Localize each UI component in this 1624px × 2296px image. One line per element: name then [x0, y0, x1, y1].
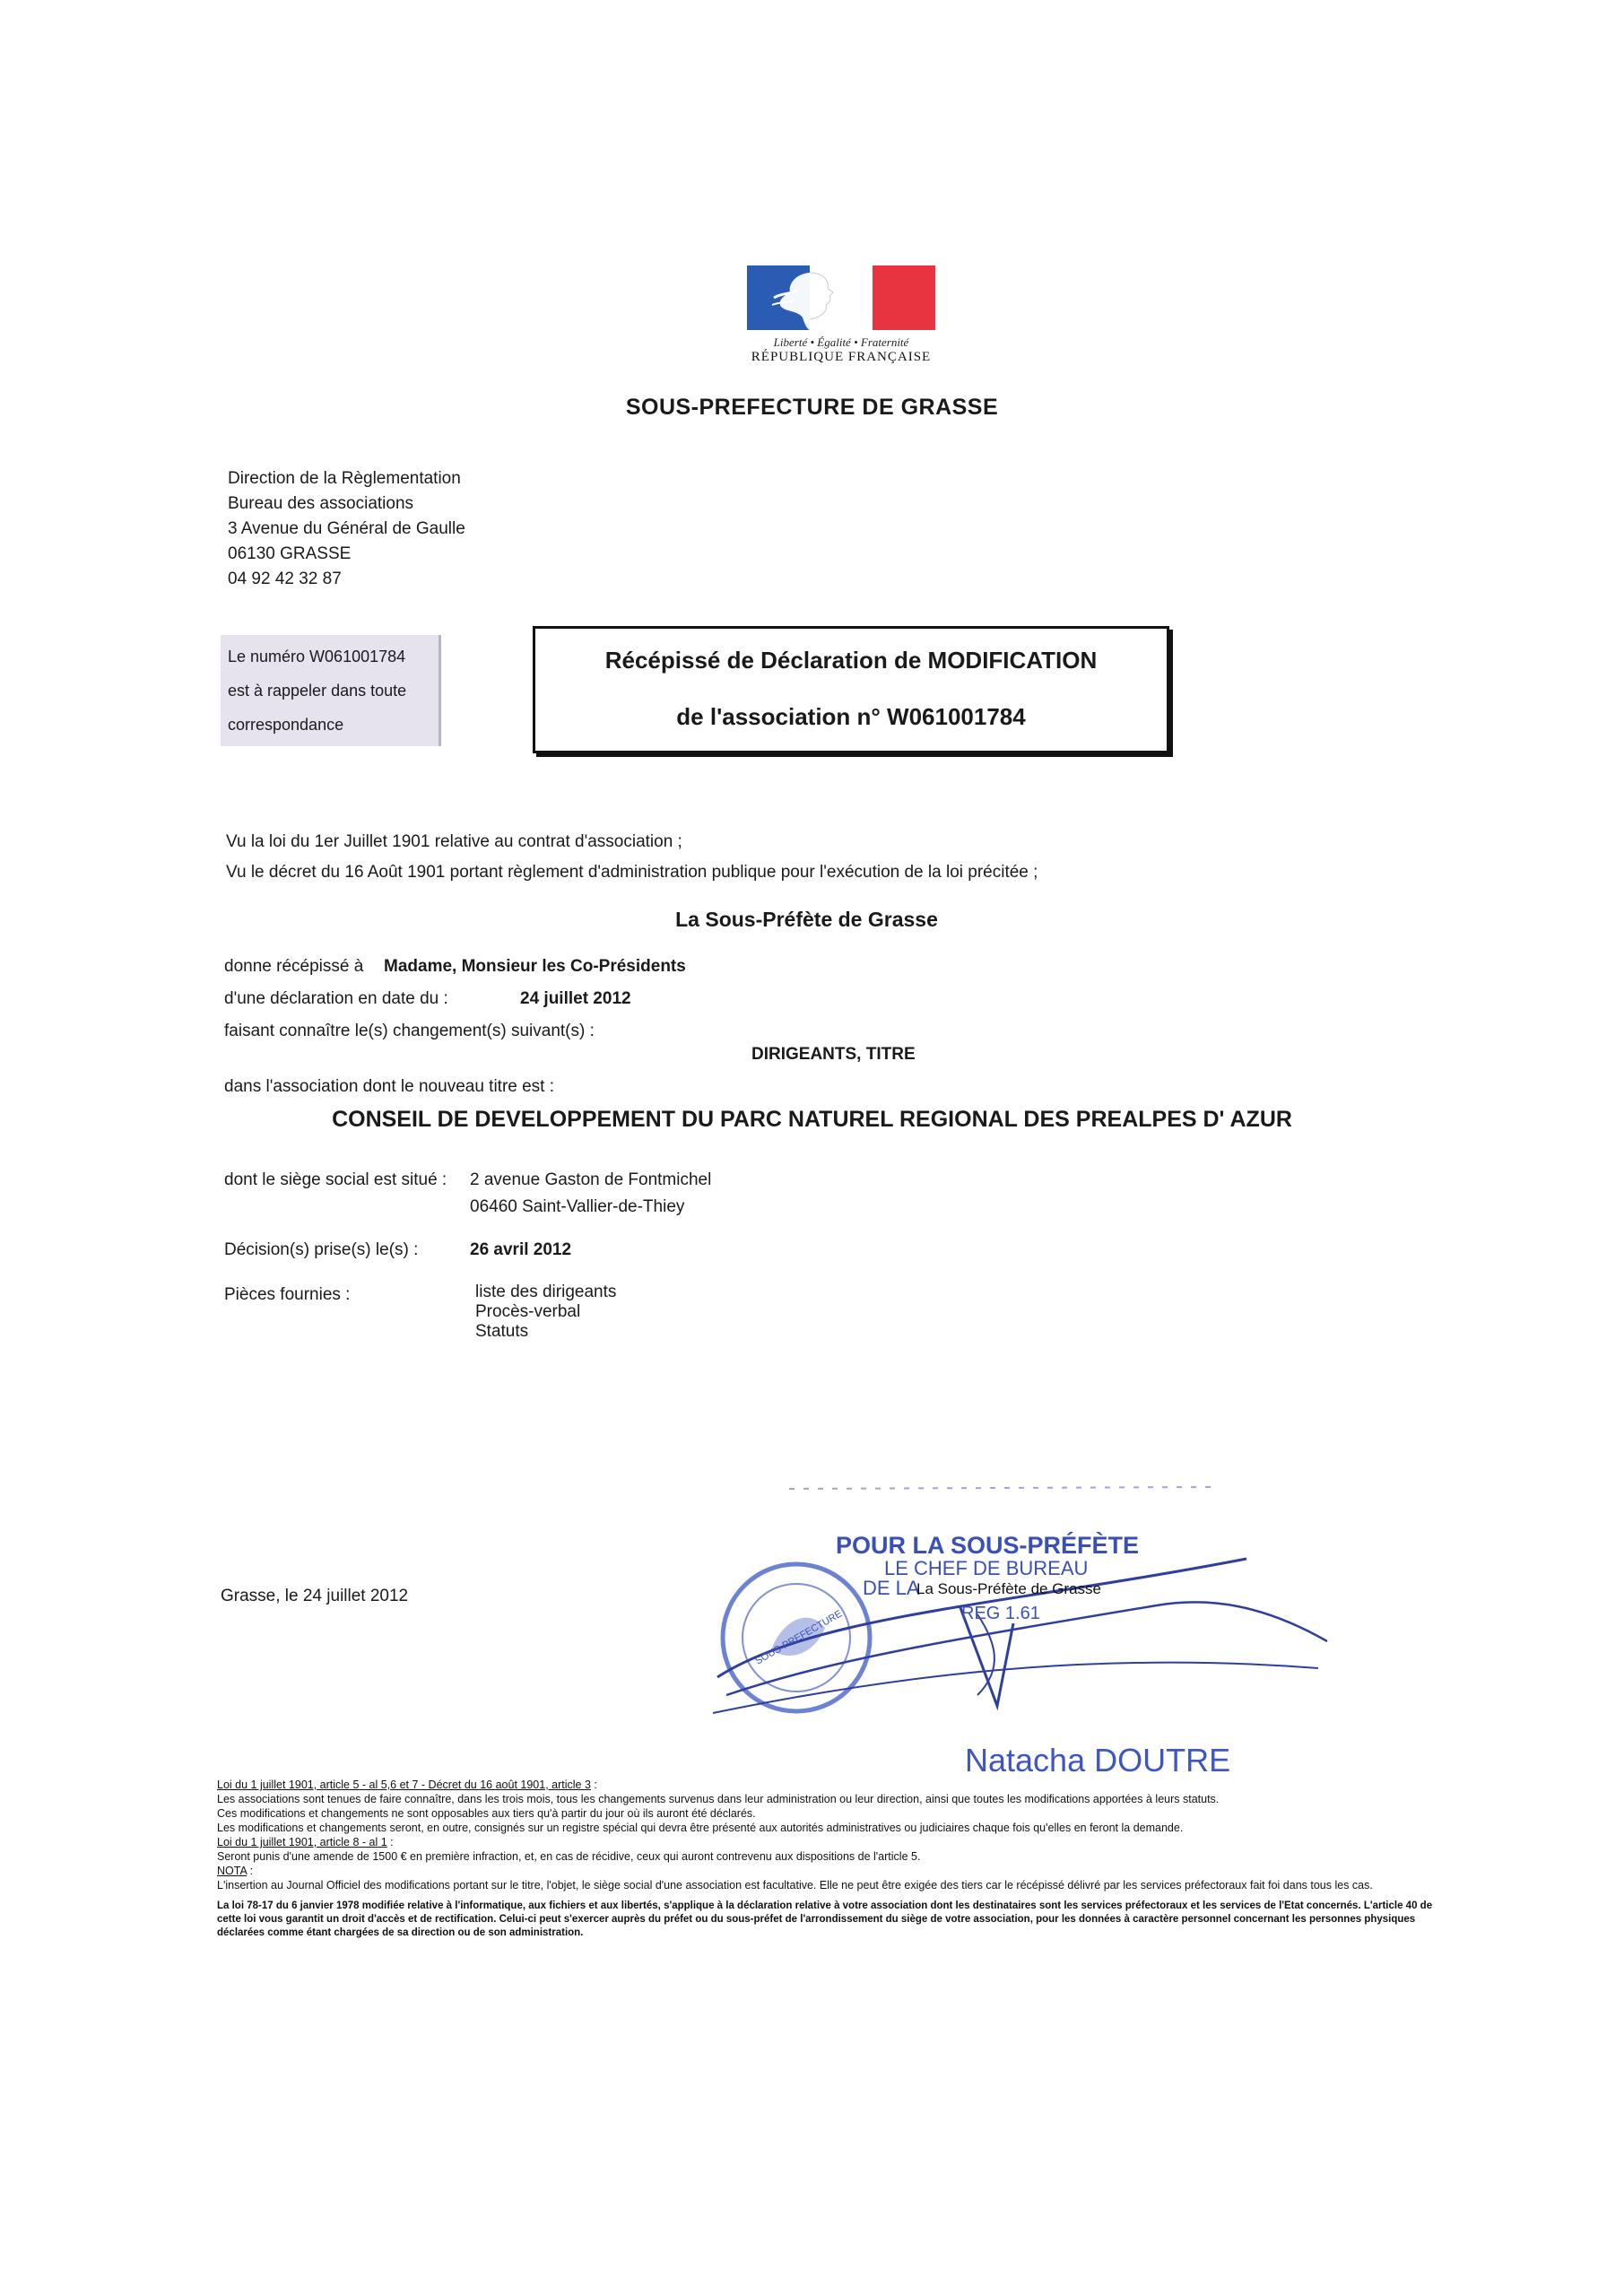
sender-address: [228, 466, 465, 592]
authority: La Sous-Préfète de Grasse: [675, 908, 938, 931]
legal-notes: [217, 1778, 1455, 1940]
changes-label: faisant connaître le(s) changement(s) suivant(s) :: [224, 1022, 595, 1040]
reference-notice-box: [221, 635, 441, 746]
stamp-signature-area: [708, 1471, 1336, 1794]
legal-paragraph: Ces modifications et changements ne sont opposables aux tiers qu'à partir du jour où ils auront été déclarés.: [217, 1807, 756, 1820]
page-title: SOUS-PREFECTURE DE GRASSE: [625, 395, 999, 420]
signatory-name: Natacha DOUTRE: [965, 1742, 1231, 1779]
pieces-list: [475, 1283, 616, 1342]
notice-line: correspondance: [228, 715, 344, 734]
sender-line: Bureau des associations: [228, 494, 414, 513]
stamp-line: DE LA: [863, 1577, 920, 1599]
list-item: Statuts: [475, 1322, 529, 1341]
seal-text: SOUS-PREFECTURE: [753, 1608, 845, 1667]
association-number: de l'association n° W061001784: [676, 703, 1026, 730]
association-new-title: CONSEIL DE DEVELOPPEMENT DU PARC NATUREL REGIONAL DES PREALPES D' AZUR: [332, 1107, 1292, 1132]
legal-heading-suffix: :: [386, 1836, 394, 1848]
preamble-line: Vu le décret du 16 Août 1901 portant règlement d'administration publique pour l'exécution de la loi précitée ;: [226, 863, 1038, 882]
stamp-overlay-text: La Sous-Préfète de Grasse: [916, 1580, 1102, 1597]
stamp-line: LE CHEF DE BUREAU: [884, 1557, 1089, 1579]
pieces-label: Pièces fournies :: [224, 1285, 351, 1304]
declaration-date: 24 juillet 2012: [520, 989, 631, 1008]
list-item: Procès-verbal: [475, 1302, 581, 1321]
republic-text: RÉPUBLIQUE FRANÇAISE: [751, 350, 932, 364]
preamble-line: Vu la loi du 1er Juillet 1901 relative au contrat d'association ;: [226, 832, 682, 851]
republique-francaise-logo: [743, 265, 940, 365]
legal-paragraph-cnil: La loi 78-17 du 6 janvier 1978 modifiée relative à l'informatique, aux fichiers et aux libertés, s'applique à la déclaration relative à votre association dont les destinataires sont les services préfectoraux et les services de l'Etat concernés. L'article 40 de cette loi vous garantit un droit d'accès et de rectification. Celui-ci peut s'exercer auprès du préfet ou du sous-préfet de l'arrondissement du siège de votre association, pour les données à caractère personnel concernant les personnes physiques déclarées comme étant chargées de sa direction ou de son administration.: [217, 1900, 1433, 1938]
seat-label: dont le siège social est situé :: [224, 1170, 447, 1189]
stamp-line: REG 1.61: [961, 1604, 1040, 1623]
legal-paragraph: L'insertion au Journal Officiel des modifications portant sur le titre, l'objet, le siège social d'une association est facultative. Elle ne peut être exigée des tiers car le récépissé délivré par les services préfectoraux fait foi dans tous les cas.: [217, 1879, 1373, 1892]
changes-value: DIRIGEANTS, TITRE: [751, 1045, 916, 1064]
seat-address-line: 06460 Saint-Vallier-de-Thiey: [470, 1197, 685, 1216]
legal-paragraph: Les modifications et changements seront, en outre, consignés sur un registre spécial qui devra être présenté aux autorités administratives ou judiciaires chaque fois qu'elles en feront la demande.: [217, 1822, 1184, 1834]
given-label: donne récépissé à: [224, 957, 364, 976]
decision-date: 26 avril 2012: [470, 1240, 572, 1259]
legal-heading: NOTA: [217, 1865, 248, 1877]
stamp-line: POUR LA SOUS-PRÉFÈTE: [836, 1532, 1140, 1559]
sender-line: 3 Avenue du Général de Gaulle: [228, 519, 465, 538]
notice-line: Le numéro W061001784: [228, 648, 406, 665]
motto-text: Liberté • Égalité • Fraternité: [773, 335, 909, 349]
legal-heading: Loi du 1 juillet 1901, article 8 - al 1: [217, 1836, 387, 1848]
legal-paragraph: Les associations sont tenues de faire connaître, dans les trois mois, tous les changements survenus dans leur administration ou leur direction, ainsi que toutes les modifications apportées à leurs statuts.: [217, 1793, 1220, 1805]
sender-line: 06130 GRASSE: [228, 544, 352, 563]
legal-heading-suffix: :: [247, 1865, 254, 1877]
list-item: liste des dirigeants: [475, 1283, 617, 1301]
sender-phone: 04 92 42 32 87: [228, 570, 342, 588]
date-label: d'une déclaration en date du :: [224, 989, 448, 1008]
sender-line: Direction de la Règlementation: [228, 469, 461, 488]
legal-heading-suffix: :: [590, 1779, 597, 1791]
receipt-title: Récépissé de Déclaration de MODIFICATION: [604, 647, 1098, 674]
preamble: [226, 827, 1038, 888]
given-to: Madame, Monsieur les Co-Présidents: [384, 957, 686, 976]
legal-paragraph: Seront punis d'une amende de 1500 € en première infraction, et, en cas de récidive, ceux qui auront contrevenu aux dispositions de l'article 5.: [217, 1850, 921, 1863]
newtitle-label: dans l'association dont le nouveau titre est :: [224, 1077, 555, 1096]
seat-address-line: 2 avenue Gaston de Fontmichel: [470, 1170, 712, 1189]
decision-label: Décision(s) prise(s) le(s) :: [224, 1240, 419, 1259]
receipt-title-box: [533, 626, 1169, 753]
notice-line: est à rappeler dans toute: [228, 681, 407, 700]
place-date: Grasse, le 24 juillet 2012: [221, 1587, 409, 1605]
legal-heading: Loi du 1 juillet 1901, article 5 - al 5,6 et 7 - Décret du 16 août 1901, article 3: [217, 1779, 591, 1791]
marianne-flag-icon: [747, 265, 935, 330]
